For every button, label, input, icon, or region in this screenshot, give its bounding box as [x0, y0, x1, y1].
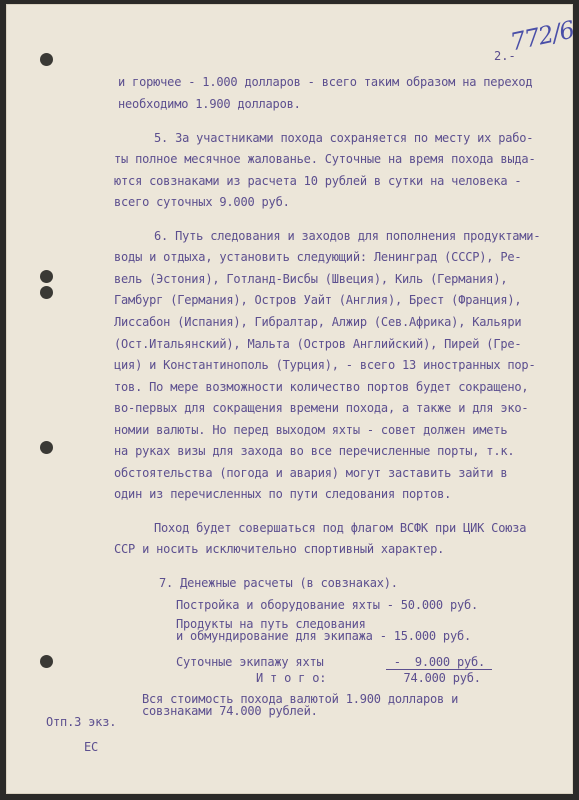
paragraph-6-line: Гамбург (Германия), Остров Уайт (Англия), Брест (Франция),: [114, 293, 522, 307]
paragraph-5-line: 5. За участниками похода сохраняется по месту их рабо-: [154, 131, 534, 145]
summary-line: Вся стоимость похода валютой 1.900 долларов и: [142, 692, 459, 706]
summary-line: совзнаками 74.000 рублей.: [142, 704, 318, 718]
paragraph-6-line: (Ост.Итальянский), Мальта (Остров Английский), Пирей (Гре-: [114, 337, 522, 351]
punch-hole: [40, 441, 53, 454]
flag-paragraph-line: Поход будет совершаться под флагом ВСФК при ЦИК Союза: [154, 521, 527, 535]
paragraph-6-line: вель (Эстония), Готланд-Висбы (Швеция), Киль (Германия),: [114, 272, 508, 286]
paragraph-6-line: номии валюты. Но перед выходом яхты - совет должен иметь: [114, 423, 508, 437]
archive-number-handwritten: 772/6: [507, 15, 577, 57]
text-line: необходимо 1.900 долларов.: [118, 97, 301, 111]
expense-line: Суточные экипажу яхты - 9.000 руб.: [176, 655, 486, 669]
paragraph-6-line: воды и отдыха, установить следующий: Ленинград (СССР), Ре-: [114, 250, 522, 264]
punch-hole: [40, 286, 53, 299]
copies-note: Отп.3 экз.: [46, 715, 117, 729]
punch-hole: [40, 53, 53, 66]
paragraph-6-line: тов. По мере возможности количество портов будет сокращено,: [114, 380, 529, 394]
expense-line: Продукты на путь следования: [176, 617, 366, 631]
flag-paragraph-line: ССР и носить исключительно спортивный характер.: [114, 542, 445, 556]
paragraph-7-heading: 7. Денежные расчеты (в совзнаках).: [159, 576, 398, 590]
paragraph-6-line: 6. Путь следования и заходов для пополнения продуктами-: [154, 229, 541, 243]
punch-hole: [40, 655, 53, 668]
expense-line: и обмундирование для экипажа - 15.000 руб.: [176, 629, 472, 643]
punch-hole: [40, 270, 53, 283]
paragraph-6-line: на руках визы для захода во все перечисленные порты, т.к.: [114, 444, 515, 458]
paragraph-6-line: во-первых для сокращения времени похода, а также и для эко-: [114, 401, 529, 415]
paragraph-5-line: ты полное месячное жалованье. Суточные на время похода выда-: [114, 152, 536, 166]
paragraph-6-line: Лиссабон (Испания), Гибралтар, Алжир (Сев.Африка), Кальяри: [114, 315, 522, 329]
document-page: [6, 4, 577, 794]
text-line: и горючее - 1.000 долларов - всего таким образом на переход: [118, 75, 533, 89]
total-underline: [386, 669, 492, 670]
paragraph-5-line: ются совзнаками из расчета 10 рублей в сутки на человека -: [114, 174, 522, 188]
total-line: И т о г о: 74.000 руб.: [256, 671, 481, 685]
expense-line: Постройка и оборудование яхты - 50.000 руб.: [176, 598, 479, 612]
paragraph-6-line: один из перечисленных по пути следования портов.: [114, 487, 452, 501]
paragraph-6-line: обстоятельства (погода и авария) могут заставить зайти в: [114, 466, 508, 480]
paragraph-6-line: ция) и Константинополь (Турция), - всего 13 иностранных пор-: [114, 358, 536, 372]
page-number: 2.-: [494, 49, 516, 63]
paragraph-5-line: всего суточных 9.000 руб.: [114, 195, 290, 209]
typist-initials: ЕС: [84, 740, 99, 754]
